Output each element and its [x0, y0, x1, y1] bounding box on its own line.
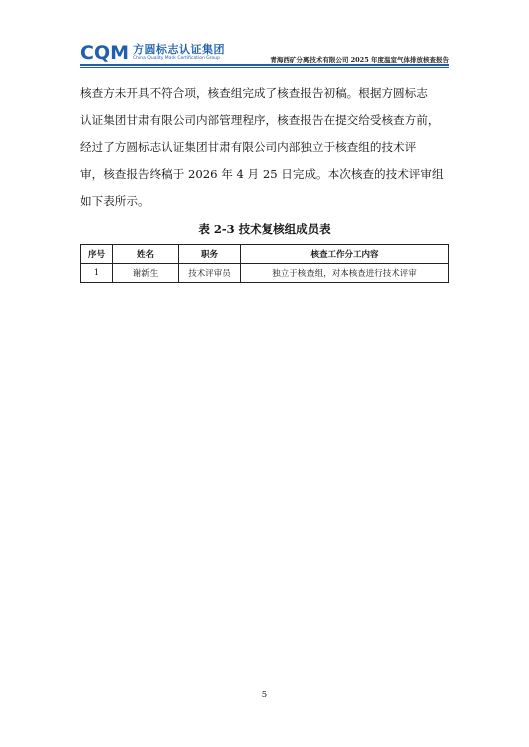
logo-chinese-name: 方圆标志认证集团 [133, 43, 226, 56]
paragraph-line: 核查方未开具不符合项，核查组完成了核查报告初稿。根据方圆标志 [80, 86, 428, 100]
header-divider-thin [80, 67, 449, 68]
header-cell-index: 序号 [81, 245, 113, 264]
table-caption: 表 2-3 技术复核组成员表 [198, 222, 331, 236]
page-number: 5 [261, 690, 268, 700]
logo-english-name: China Quality Mark Certification Group [133, 56, 220, 61]
body-paragraph [80, 80, 449, 215]
cqm-logo-mark: CQM [80, 42, 130, 64]
report-header-title: 青海西矿分离技术有限公司 2025 年度温室气体排放核查报告 [270, 56, 449, 64]
paragraph-line: 认证集团甘肃有限公司内部管理程序，核查报告在提交给受核查方前， [80, 113, 440, 127]
review-team-table [80, 244, 449, 283]
company-logo [80, 40, 225, 66]
cell-name: 谢新生 [113, 264, 179, 283]
cell-position: 技术评审员 [179, 264, 241, 283]
logo-text-block [133, 44, 225, 62]
paragraph-line: 如下表所示。 [80, 194, 150, 208]
paragraph-line: 审，核查报告终稿于 2026 年 4 月 25 日完成。本次核查的技术评审组 [80, 167, 444, 181]
table-header-row [81, 245, 449, 264]
header-cell-position: 职务 [179, 245, 241, 264]
cell-index: 1 [81, 264, 113, 283]
header-divider-thick [80, 64, 449, 66]
header-cell-duty: 核查工作分工内容 [241, 245, 449, 264]
paragraph-line: 经过了方圆标志认证集团甘肃有限公司内部独立于核查组的技术评 [80, 140, 417, 154]
cell-duty: 独立于核查组，对本核查进行技术评审 [241, 264, 449, 283]
header-cell-name: 姓名 [113, 245, 179, 264]
table-row [81, 264, 449, 283]
